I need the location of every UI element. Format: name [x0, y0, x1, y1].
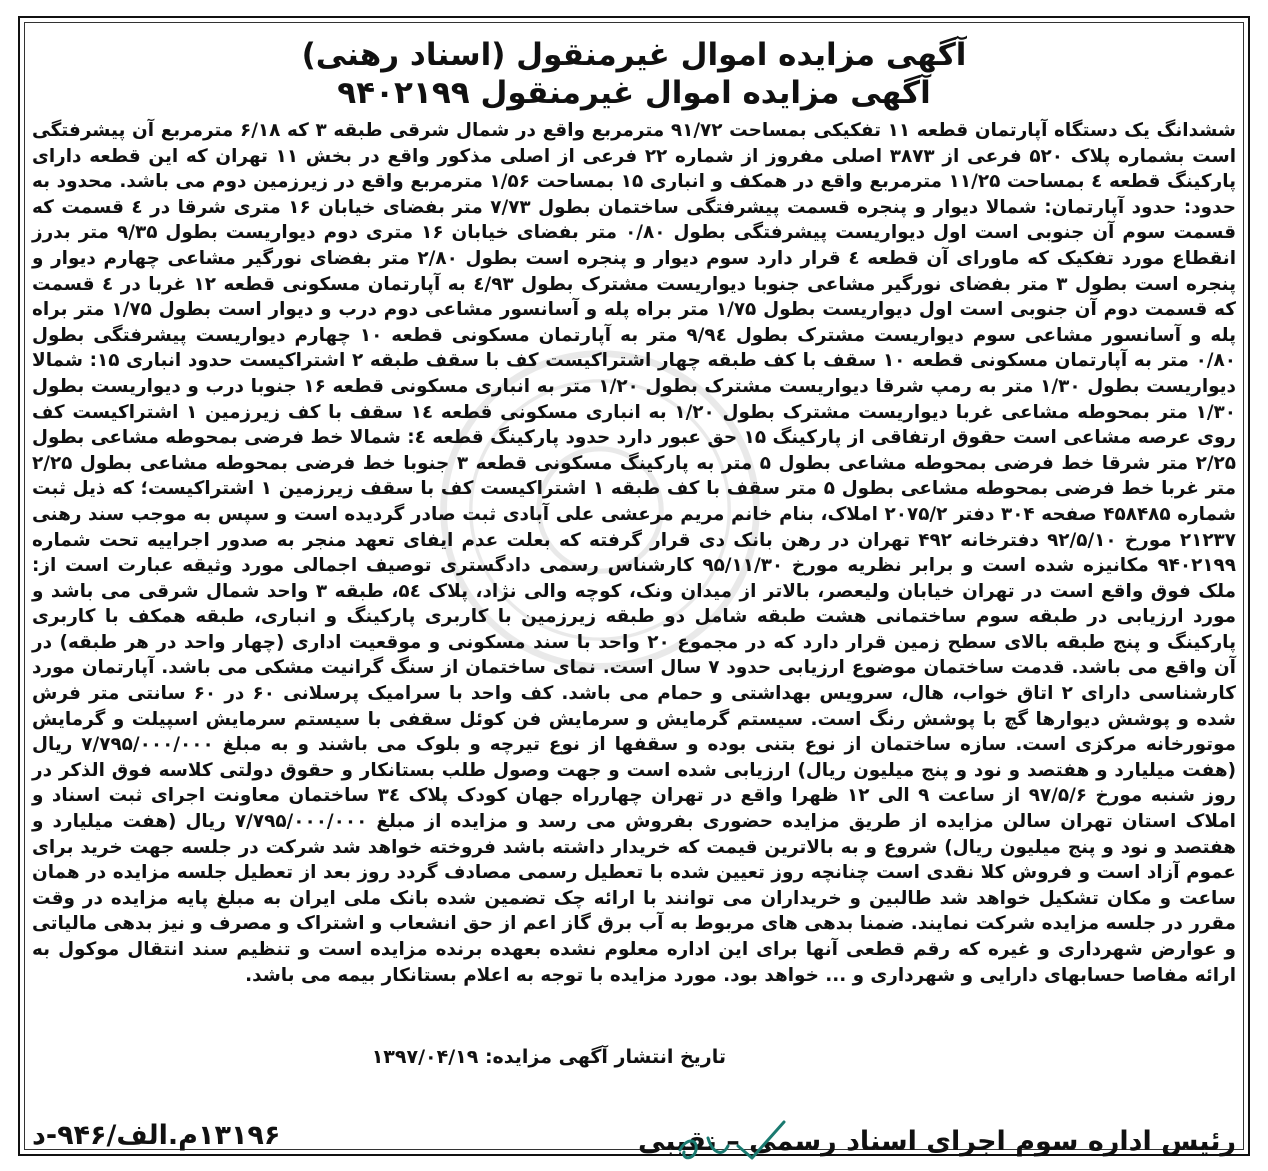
- signer-name: رئیس اداره سوم اجرای اسناد رسمی – نقیبی: [637, 1126, 1236, 1157]
- notice-footer: [32, 1046, 1236, 1156]
- notice-subtitle: آگهی مزایده اموال غیرمنقول ۹۴۰۲۱۹۹: [337, 75, 931, 111]
- notice-content: [32, 36, 1236, 988]
- handwritten-mark: [672, 1116, 792, 1168]
- notice-body: ششدانگ یک دستگاه آپارتمان قطعه ۱۱ تفکیکی بمساحت ۹۱/۷۲ مترمربع واقع در شمال شرقی طبقه ۳ که ۶/۱۸ مترمربع آن پیشرفتگی است بشماره پلاک ۵۲۰ فرعی از ۳۸۷۳ اصلی مفروز از شماره ۲۲ فرعی از اصلی مذکور واقع در بخش ۱۱ تهران که این قطعه دارای پارکینگ قطعه ٤ بمساحت ۱۱/۲۵ مترمربع واقع در همکف و انباری ۱۵ بمساحت ۱/۵۶ مترمربع واقع در زیرزمین دوم می باشد. محدود به حدود: حدود آپارتمان: شمالا دیوار و پنجره قسمت پیشرفتگی ساختمان بطول ۷/۷۳ متر بفضای خیابان ۱۶ متری شرقا در ٤ قسمت که قسمت سوم آن جنوبی است اول دیواریست پیشرفتگی بطول ۰/۸۰ متر بفضای خیابان ۱۶ متری دوم دیواریست بطول ۹/۳۵ متر بدرز انقطاع مورد تفکیک که ماورای آن قطعه ٤ قرار دارد سوم دیوار و پنجره است بطول ۲/۸۰ متر بفضای نورگیر مشاعی چهارم دیوار و پنجره است بطول ۳ متر بفضای نورگیر مشاعی جنوبا دیواریست مشترک بطول ٤/۹۳ به آپارتمان مسکونی قطعه ۱۲ غربا در ٤ قسمت که قسمت دوم آن جنوبی است اول دیواریست بطول ۱/۷۵ متر براه پله و آسانسور مشاعی دوم درب و دیوار است بطول ۱/۷۵ متر براه پله و آسانسور مشاعی سوم دیواریست مشترک بطول ۹/۹٤ متر به آپارتمان مسکونی قطعه ۱۰ چهارم دیواریست پیشرفتگی بطول ۰/۸۰ متر به آپارتمان مسکونی قطعه ۱۰ سقف با کف طبقه چهار اشتراکیست کف با سقف طبقه ۲ اشتراکیست حدود انباری ۱۵: شمالا دیواریست بطول ۱/۳۰ متر به رمپ شرقا دیواریست مشترک بطول ۱/۲۰ متر به انباری مسکونی قطعه ۱۶ جنوبا درب و دیواریست بطول ۱/۳۰ متر بمحوطه مشاعی غربا دیواریست مشترک بطول ۱/۲۰ به انباری مسکونی قطعه ۱٤ سقف با کف زیرزمین ۱ اشتراکیست کف روی عرصه مشاعی است حقوق ارتفاقی از پارکینگ ۱۵ حق عبور دارد حدود پارکینگ قطعه ٤: شمالا خط فرضی بمحوطه مشاعی بطول ۲/۲۵ متر شرقا خط فرضی بمحوطه مشاعی بطول ۵ متر به پارکینگ مسکونی قطعه ۳ جنوبا خط فرضی بمحوطه مشاعی بطول ۲/۲۵ متر غربا خط فرضی بمحوطه مشاعی بطول ۵ متر سقف با کف طبقه ۱ اشتراکیست کف با سقف زیرزمین ۱ اشتراکیست؛ که ذیل ثبت شماره ۴۵۸۴۸۵ صفحه ۳۰۴ دفتر ۲۰۷۵/۲ املاک، بنام خانم مریم مرعشی علی آبادی ثبت صادر گردیده است و سپس به موجب سند رهنی ۲۱۲۳۷ مورخ ۹۲/۵/۱۰ دفترخانه ۴۹۲ تهران در رهن بانک دی قرار گرفته که بعلت عدم ایفای تعهد منجر به صدور اجراییه تحت شماره ۹۴۰۲۱۹۹ مکانیزه شده است و برابر نظریه مورخ ۹۵/۱۱/۳۰ کارشناس رسمی دادگستری توصیف اجمالی مورد وثیقه عبارت است از: ملک فوق واقع است در تهران خیابان ولیعصر، بالاتر از میدان ونک، کوچه والی نژاد، پلاک ۵٤، طبقه ۳ واحد شمال شرقی می باشد و مورد ارزیابی در طبقه سوم ساختمانی هشت طبقه شامل دو طبقه زیرزمین با کاربری پارکینگ و انباری، طبقه همکف با کاربری پارکینگ و پنج طبقه بالای سطح زمین قرار دارد که در مجموع ۲۰ واحد با سند مسکونی و موقعیت اداری (چهار واحد در هر طبقه) در آن واقع می باشد. قدمت ساختمان موضوع ارزیابی حدود ۷ سال است. نمای ساختمان از سنگ گرانیت مشکی می باشد. آپارتمان مورد کارشناسی دارای ۲ اتاق خواب، هال، سرویس بهداشتی و حمام می باشد. کف واحد با سرامیک پرسلانی ۶۰ در ۶۰ سانتی متر فرش شده و پوشش دیوارها گچ با پوشش رنگ است. سیستم گرمایش و سرمایش فن کوئل سقفی با سیستم سرمایش اسپیلت و گرمایش موتورخانه مرکزی است. سازه ساختمان از نوع بتنی بوده و سقفها از نوع تیرچه و بلوک می باشند و به مبلغ ۷/۷۹۵/۰۰۰/۰۰۰ ریال (هفت میلیارد و هفتصد و نود و پنج میلیون ریال) ارزیابی شده است و جهت وصول طلب بستانکار و حقوق دولتی کلاسه فوق الذکر در روز شنبه مورخ ۹۷/۵/۶ از ساعت ۹ الی ۱۲ ظهرا واقع در تهران چهارراه جهان کودک پلاک ۳٤ ساختمان معاونت اجرای ثبت اسناد و املاک استان تهران سالن مزایده از طریق مزایده حضوری بفروش می رسد و مزایده از مبلغ ۷/۷۹۵/۰۰۰/۰۰۰ ریال (هفت میلیارد و هفتصد و نود و پنج میلیون ریال) شروع و به بالاترین قیمت که خریدار داشته باشد فروخته خواهد شد شرکت در جلسه جهت خرید برای عموم آزاد است و فروش کلا نقدی است چنانچه روز تعیین شده با تعطیل رسمی مصادف گردد روز بعد از تعطیل جلسه مزایده در همان ساعت و مکان تشکیل خواهد شد طالبین و خریداران می توانند با ارائه چک تضمین شده بانک ملی ایران به مبلغ پایه مزایده در وقت مقرر در جلسه مزایده شرکت نمایند. ضمنا بدهی های مربوط به آب برق گاز اعم از حق انشعاب و اشتراک و مصرف و نیز بدهی مالیاتی و عوارض شهرداری و غیره که رقم قطعی آنها برای این اداره معلوم نشده بعهده برنده مزایده است و تنظیم سند انتقال موکول به ارائه مفاصا حسابهای دارایی و شهرداری و ... خواهد بود. مورد مزایده با توجه به اعلام بستانکار بیمه می باشد.: [32, 120, 1237, 986]
- publish-date: تاریخ انتشار آگهی مزایده: ۱۳۹۷/۰۴/۱۹: [371, 1046, 726, 1068]
- notice-title: آگهی مزایده اموال غیرمنقول (اسناد رهنی): [301, 37, 967, 73]
- reference-code: ۱۳۱۹۶م.الف/۹۴۶-د: [32, 1120, 281, 1151]
